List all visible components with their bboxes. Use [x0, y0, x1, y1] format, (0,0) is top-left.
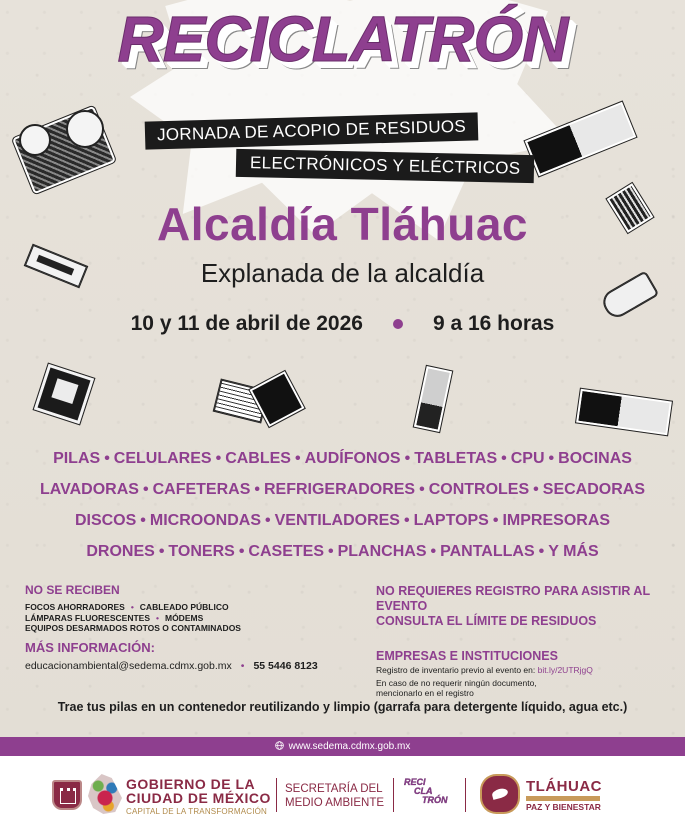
location-title: Alcaldía Tláhuac — [156, 198, 528, 250]
website-bar — [0, 737, 685, 756]
item: MICROONDAS — [149, 512, 262, 529]
event-hours: 9 a 16 horas — [432, 312, 555, 335]
event-datetime — [0, 312, 685, 336]
item: REFRIGERADORES — [263, 481, 416, 498]
contact-line: educacionambiental@sedema.cdmx.gob.mx • 55 5446 8123 — [25, 659, 318, 672]
item: CASETES — [248, 543, 324, 560]
accepted-items-list — [0, 448, 685, 572]
item: AUDÍFONOS — [304, 450, 401, 467]
item: PANTALLAS — [440, 543, 535, 560]
accepted-items-row: LAVADORAS • CAFETERAS • REFRIGERADORES • CONTROLES • SECADORAS — [40, 481, 645, 498]
item: BOCINAS — [558, 450, 632, 467]
cdmx-government-logo: GOBIERNO DE LA CIUDAD DE MÉXICO CAPITAL DE LA TRANSFORMACIÓN — [126, 776, 271, 816]
divider — [393, 778, 394, 812]
item: SECADORAS — [542, 481, 645, 498]
registration-note: En caso de no requerir ningún documento, mencionarlo en el registro — [376, 677, 537, 698]
tlahuac-logo: TLÁHUAC PAZ Y BIENESTAR — [526, 778, 602, 812]
sedema-logo: SECRETARÍA DEL MEDIO AMBIENTE — [285, 783, 385, 809]
no-registration-notice: NO REQUIERES REGISTRO PARA ASISTIR AL EVENTO — [376, 584, 650, 613]
not-accepted-list: FOCOS AHORRADORES • CABLEADO PÚBLICO LÁMPARAS FLUORESCENTES • MÓDEMS EQUIPOS DESARMADOS ROTOS O CONTAMINADOS — [25, 602, 241, 633]
film-reel-icon — [19, 124, 51, 156]
item: PILAS — [53, 450, 101, 467]
item: CPU — [510, 450, 545, 467]
item: CAFETERAS — [152, 481, 251, 498]
website-link[interactable]: www.sedema.cdmx.gob.mx — [288, 741, 411, 752]
item: TABLETAS — [414, 450, 498, 467]
cdmx-map-logo-icon — [88, 774, 122, 814]
film-reel-icon — [66, 110, 104, 148]
globe-icon — [275, 741, 284, 753]
accepted-items-row: DISCOS • MICROONDAS • VENTILADORES • LAPTOPS • IMPRESORAS — [74, 512, 611, 529]
waste-limit-notice: CONSULTA EL LÍMITE DE RESIDUOS — [376, 614, 597, 628]
companies-heading: EMPRESAS E INSTITUCIONES — [376, 649, 558, 663]
item: Y MÁS — [548, 543, 599, 560]
subtitle-banner-line2: ELECTRÓNICOS Y ELÉCTRICOS — [236, 149, 535, 183]
item: DISCOS — [74, 512, 137, 529]
item: CONTROLES — [428, 481, 530, 498]
venue: Explanada de la alcaldía — [200, 258, 485, 288]
computer-monitor-illustration — [34, 364, 94, 424]
reciclatron-logo: RECI CLA TRÓN — [404, 777, 448, 805]
more-info-heading: MÁS INFORMACIÓN: — [25, 639, 155, 655]
item: PLANCHAS — [337, 543, 427, 560]
registration-link[interactable]: bit.ly/2UTRjgQ — [537, 665, 593, 675]
item: DRONES — [86, 543, 155, 560]
email-link[interactable]: educacionambiental@sedema.cdmx.gob.mx — [25, 659, 232, 672]
not-accepted-heading: NO SE RECIBEN — [25, 583, 120, 597]
item: VENTILADORES — [274, 512, 400, 529]
blender-illustration — [414, 366, 452, 432]
inventory-registration: Registro de inventario previo al evento en: bit.ly/2UTRjgQ — [376, 665, 593, 675]
batteries-note: Trae tus pilas en un contenedor reutilizando y limpio (garrafa para detergente líquido, agua etc.) — [57, 700, 628, 714]
footer-logos — [0, 756, 685, 828]
subtitle-banner-line1: JORNADA DE ACOPIO DE RESIDUOS — [145, 112, 479, 149]
item: TONERS — [168, 543, 235, 560]
item: LAVADORAS — [40, 481, 139, 498]
item: CELULARES — [113, 450, 212, 467]
not-accepted-section — [25, 583, 355, 672]
item: IMPRESORAS — [502, 512, 611, 529]
poster-title: RECICLATRÓN — [117, 3, 568, 75]
event-date: 10 y 11 de abril de 2026 — [130, 312, 363, 335]
phone-number[interactable]: 55 5446 8123 — [253, 659, 318, 672]
item: CABLES — [225, 450, 291, 467]
cdmx-shield-icon — [52, 780, 82, 810]
accepted-items-row: PILAS • CELULARES • CABLES • AUDÍFONOS • TABLETAS • CPU • BOCINAS — [53, 450, 632, 467]
divider — [465, 778, 466, 812]
decorative-band — [526, 796, 600, 801]
bullet-dot-icon — [393, 319, 403, 329]
divider — [276, 778, 277, 812]
accepted-items-row: DRONES • TONERS • CASETES • PLANCHAS • PANTALLAS • Y MÁS — [86, 543, 599, 560]
stereo-receiver-illustration — [576, 389, 672, 435]
registration-section — [376, 584, 676, 699]
tlahuac-dove-emblem-icon — [482, 776, 518, 812]
item: LAPTOPS — [413, 512, 489, 529]
